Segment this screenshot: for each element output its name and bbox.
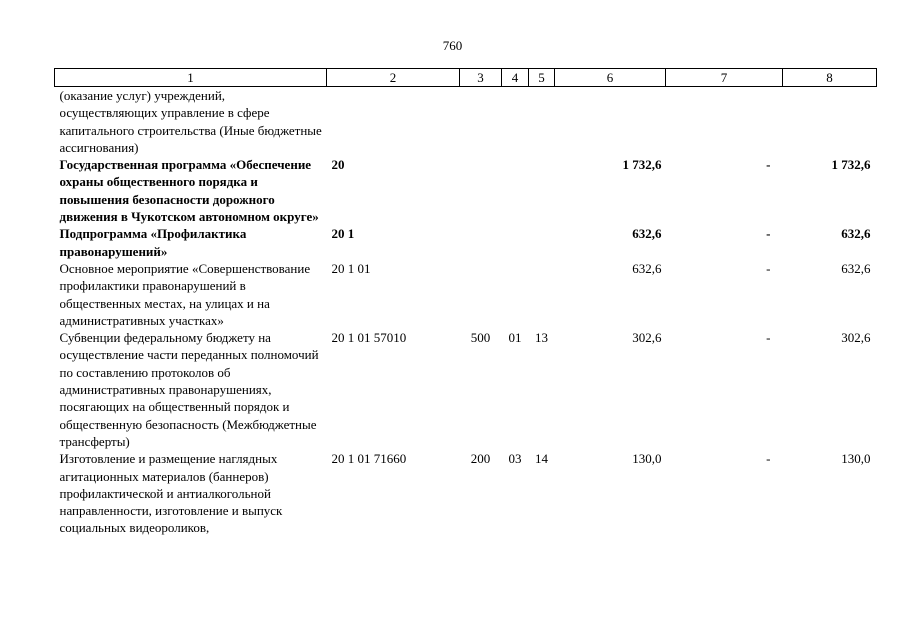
row-col5: 13 bbox=[535, 330, 548, 346]
row-name: Основное мероприятие «Совершенствование профилактики правонарушений в общественных местах, на улицах и на административных участках» bbox=[59, 260, 311, 328]
row-col4 bbox=[502, 260, 529, 329]
column-header: 8 bbox=[783, 69, 877, 87]
column-header: 7 bbox=[666, 69, 783, 87]
row-col6: 302,6 bbox=[632, 330, 662, 346]
row-col4: 03 bbox=[508, 451, 522, 467]
row-col8: 632,6 bbox=[841, 260, 871, 276]
column-header: 5 bbox=[529, 69, 555, 87]
row-col4 bbox=[502, 225, 529, 260]
row-col3 bbox=[460, 225, 502, 260]
table-row bbox=[55, 87, 877, 157]
column-header: 1 bbox=[55, 69, 327, 87]
table-row bbox=[55, 329, 877, 450]
table-row bbox=[55, 450, 877, 536]
column-header: 2 bbox=[327, 69, 460, 87]
row-col4 bbox=[502, 87, 529, 157]
row-col7: - bbox=[766, 157, 771, 173]
row-col3 bbox=[460, 260, 502, 329]
row-col6: 130,0 bbox=[632, 451, 662, 467]
row-col8: 632,6 bbox=[841, 226, 871, 242]
column-header: 6 bbox=[555, 69, 666, 87]
row-col7: - bbox=[766, 451, 771, 467]
row-col7: - bbox=[766, 330, 771, 346]
row-col3: 500 bbox=[470, 330, 491, 346]
row-code: 20 1 01 bbox=[331, 260, 371, 276]
row-col3: 200 bbox=[470, 451, 491, 467]
row-col5: 14 bbox=[535, 451, 548, 467]
row-col5 bbox=[529, 87, 555, 157]
row-code: 20 bbox=[331, 157, 345, 173]
column-header: 3 bbox=[460, 69, 502, 87]
row-name: Изготовление и размещение наглядных агитационных материалов (баннеров) профилактической и антиалкогольной направленности, изготовление и выпуск социальных видеороликов, bbox=[59, 451, 283, 536]
column-header: 4 bbox=[502, 69, 529, 87]
row-col5 bbox=[529, 225, 555, 260]
row-code bbox=[327, 87, 460, 157]
row-col4: 01 bbox=[508, 330, 522, 346]
budget-table bbox=[54, 68, 877, 537]
table-row bbox=[55, 225, 877, 260]
row-col3 bbox=[460, 156, 502, 225]
row-col8: 302,6 bbox=[841, 330, 871, 346]
row-col4 bbox=[502, 156, 529, 225]
row-col8: 130,0 bbox=[841, 451, 871, 467]
row-col6: 632,6 bbox=[632, 226, 662, 242]
row-name: (оказание услуг) учреждений, осуществляющих управление в сфере капитального строительства (Иные бюджетные ассигнования) bbox=[59, 88, 322, 155]
table-row bbox=[55, 156, 877, 225]
row-col7 bbox=[666, 87, 783, 157]
row-name: Государственная программа «Обеспечение охраны общественного порядка и повышения безопасности дорожного движения в Чукотском автономном округе» bbox=[59, 157, 319, 225]
row-col7: - bbox=[766, 260, 771, 276]
table-header-row bbox=[55, 69, 877, 87]
row-code: 20 1 bbox=[331, 226, 355, 242]
row-code: 20 1 01 71660 bbox=[331, 451, 407, 467]
row-name: Подпрограмма «Профилактика правонарушений» bbox=[59, 226, 247, 259]
row-col6: 632,6 bbox=[632, 260, 662, 276]
row-code: 20 1 01 57010 bbox=[331, 330, 407, 346]
row-col7: - bbox=[766, 226, 771, 242]
row-col3 bbox=[460, 87, 502, 157]
row-col8: 1 732,6 bbox=[831, 157, 871, 173]
row-col8 bbox=[783, 87, 877, 157]
row-col6: 1 732,6 bbox=[622, 157, 662, 173]
row-col5 bbox=[529, 260, 555, 329]
page-number: 760 bbox=[442, 38, 463, 53]
row-name: Субвенции федеральному бюджету на осуществление части переданных полномочий по составлению протоколов об административных правонарушениях, посягающих на общественный порядок и общественную безопасность (Межбюджетные трансферты) bbox=[59, 330, 319, 449]
table-row bbox=[55, 260, 877, 329]
row-col5 bbox=[529, 156, 555, 225]
row-col6 bbox=[555, 87, 666, 157]
